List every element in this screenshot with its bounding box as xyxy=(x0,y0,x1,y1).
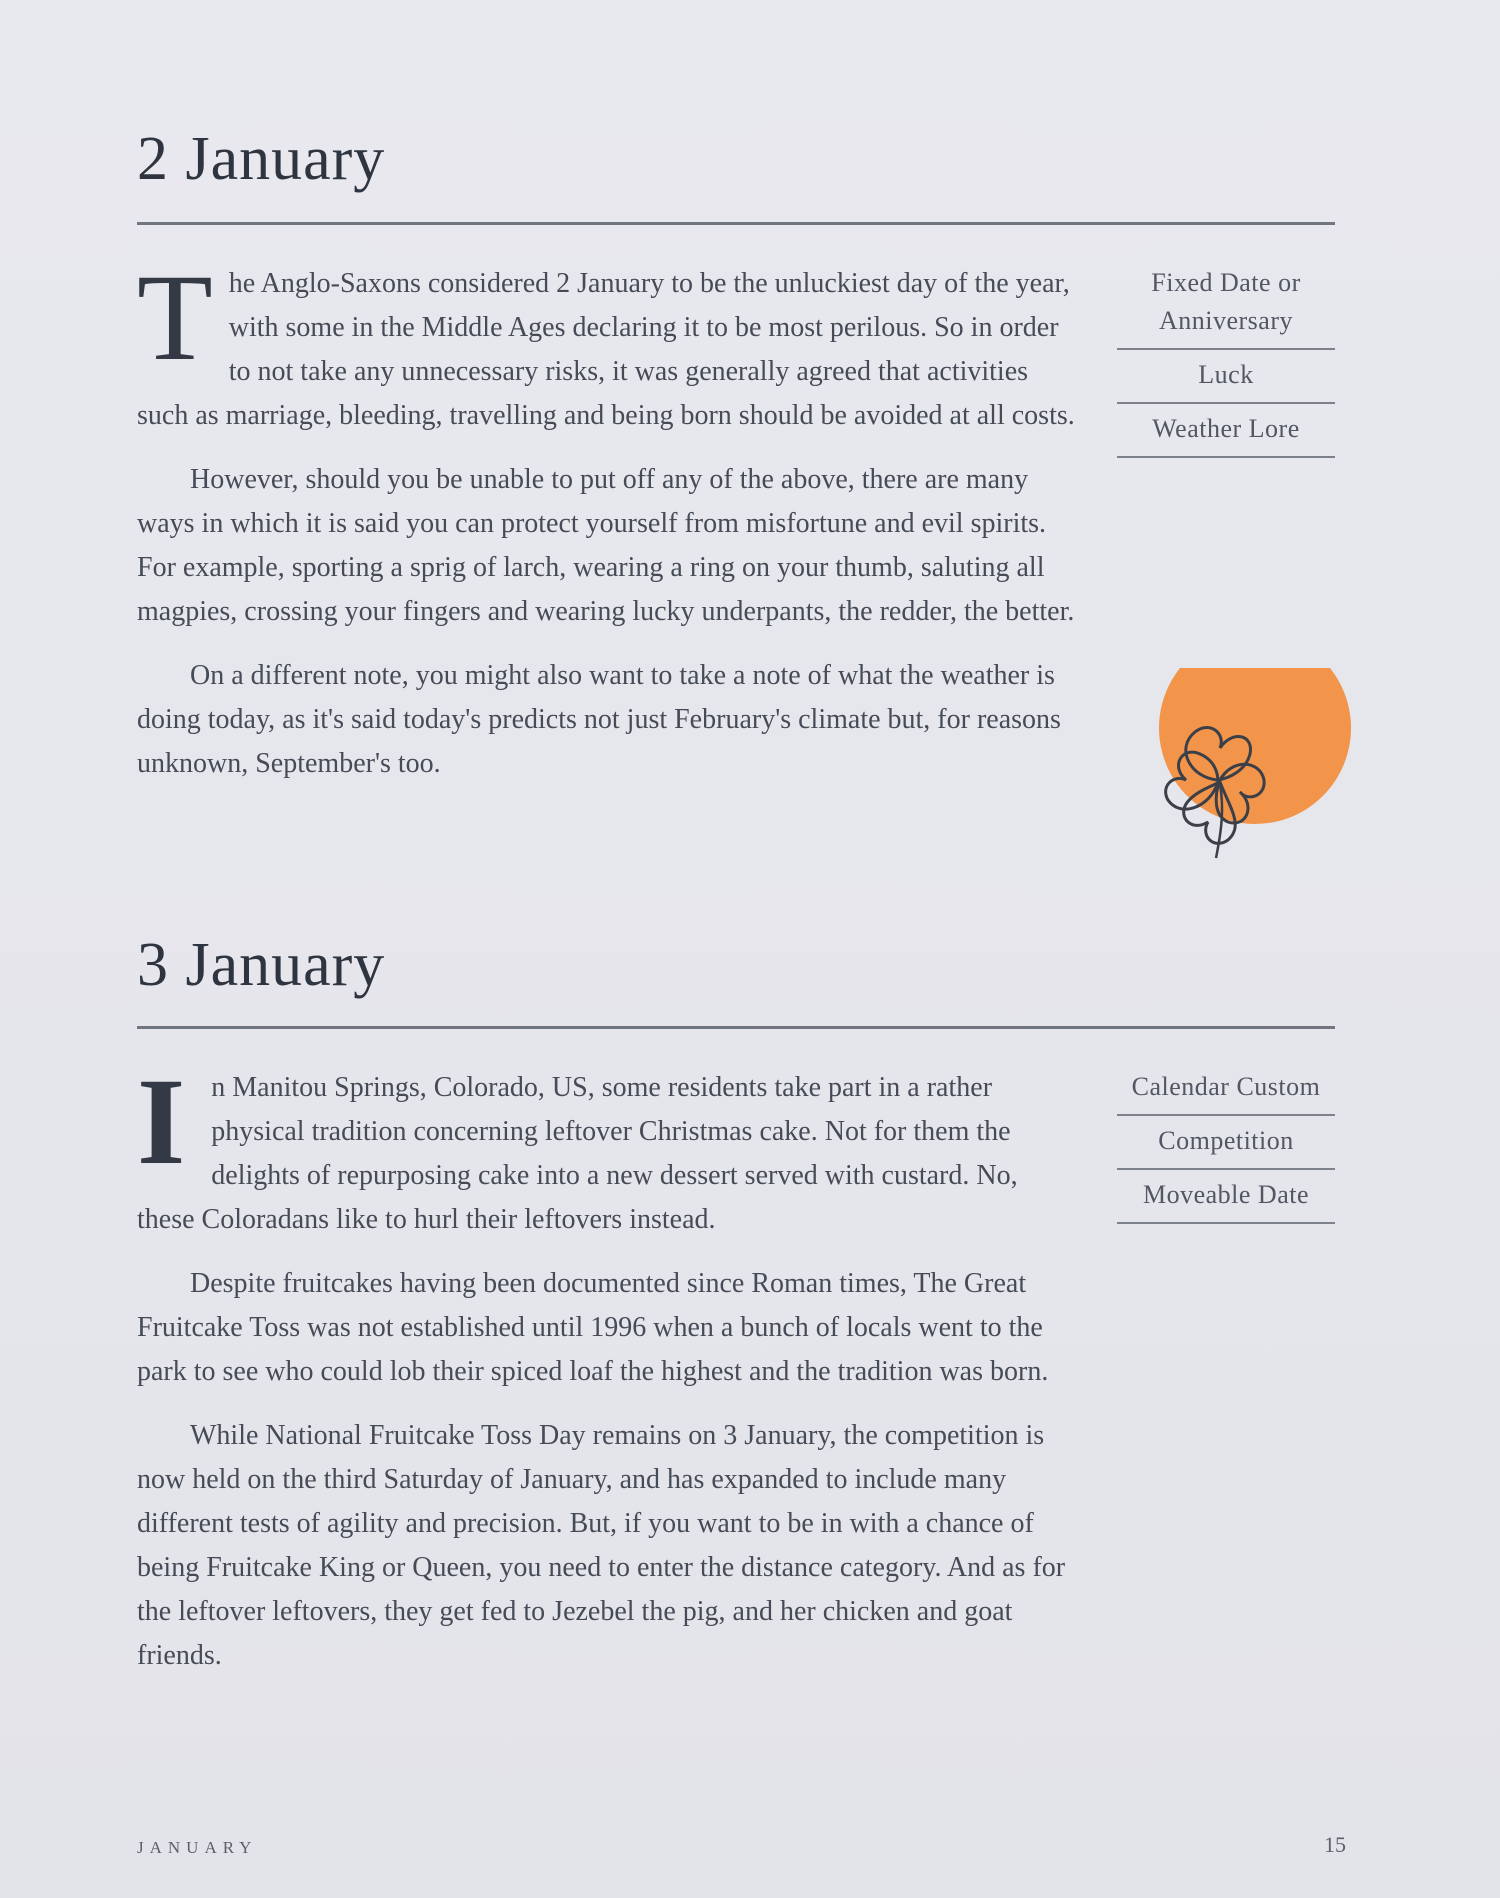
paragraph: Despite fruitcakes having been documented since Roman times, The Great Fruitcake Toss was not established until 1996 when a bunch of locals went to the park to see who could lob their spiced loaf the highest and the tradition was born. xyxy=(137,1268,1049,1387)
tag-calendar-custom: Calendar Custom xyxy=(1117,1062,1335,1116)
category-tags xyxy=(1117,258,1335,458)
entry-body xyxy=(137,1053,1077,1698)
entry-heading: 3 January xyxy=(137,931,386,999)
clover-illustration xyxy=(1120,668,1360,908)
paragraph: On a different note, you might also want to take a note of what the weather is doing today, as it's said today's predicts not just February's climate but, for reasons unknown, September's too. xyxy=(137,660,1061,779)
paragraph: However, should you be unable to put off any of the above, there are many ways in which it is said you can protect yourself from misfortune and evil spirits. For example, sporting a sprig of larch, wearing a ring on your thumb, saluting all magpies, crossing your fingers and wearing lucky underpants, the redder, the better. xyxy=(137,464,1075,627)
paragraph-text: n Manitou Springs, Colorado, US, some residents take part in a rather physical tradition concerning leftover Christmas cake. Not for them the delights of repurposing cake into a new dessert served with custard. No, these Coloradans like to hurl their leftovers instead. xyxy=(137,1072,1018,1235)
entry-body xyxy=(137,249,1077,806)
tag-luck: Luck xyxy=(1117,350,1335,404)
entry-heading: 2 January xyxy=(137,125,386,193)
heading-rule xyxy=(137,222,1335,225)
running-footer: JANUARY xyxy=(137,1838,258,1857)
category-tags xyxy=(1117,1062,1335,1224)
tag-competition: Competition xyxy=(1117,1116,1335,1170)
entry-3-january xyxy=(137,931,1335,1671)
entry-2-january xyxy=(137,125,1335,779)
tag-weather-lore: Weather Lore xyxy=(1117,404,1335,458)
tag-fixed-date: Fixed Date or Anniversary xyxy=(1117,258,1335,350)
drop-cap: T xyxy=(137,249,213,386)
paragraph-text: he Anglo-Saxons considered 2 January to be the unluckiest day of the year, with some in the Middle Ages declaring it to be most perilous. So in order to not take any unnecessary risks, it was generally agreed that activities such as marriage, bleeding, travelling and being born should be avoided at all costs. xyxy=(137,268,1075,431)
page-number: 15 xyxy=(1324,1832,1346,1857)
four-leaf-clover-icon xyxy=(1120,668,1360,908)
drop-cap: I xyxy=(137,1053,186,1190)
paragraph xyxy=(137,249,1077,438)
heading-rule xyxy=(137,1026,1335,1029)
tag-moveable-date: Moveable Date xyxy=(1117,1170,1335,1224)
paragraph: While National Fruitcake Toss Day remains on 3 January, the competition is now held on the third Saturday of January, and has expanded to include many different tests of agility and precision. But, if you want to be in with a chance of being Fruitcake King or Queen, you need to enter the distance category. And as for the leftover leftovers, they get fed to Jezebel the pig, and her chicken and goat friends. xyxy=(137,1420,1066,1671)
paragraph xyxy=(137,1053,1077,1242)
